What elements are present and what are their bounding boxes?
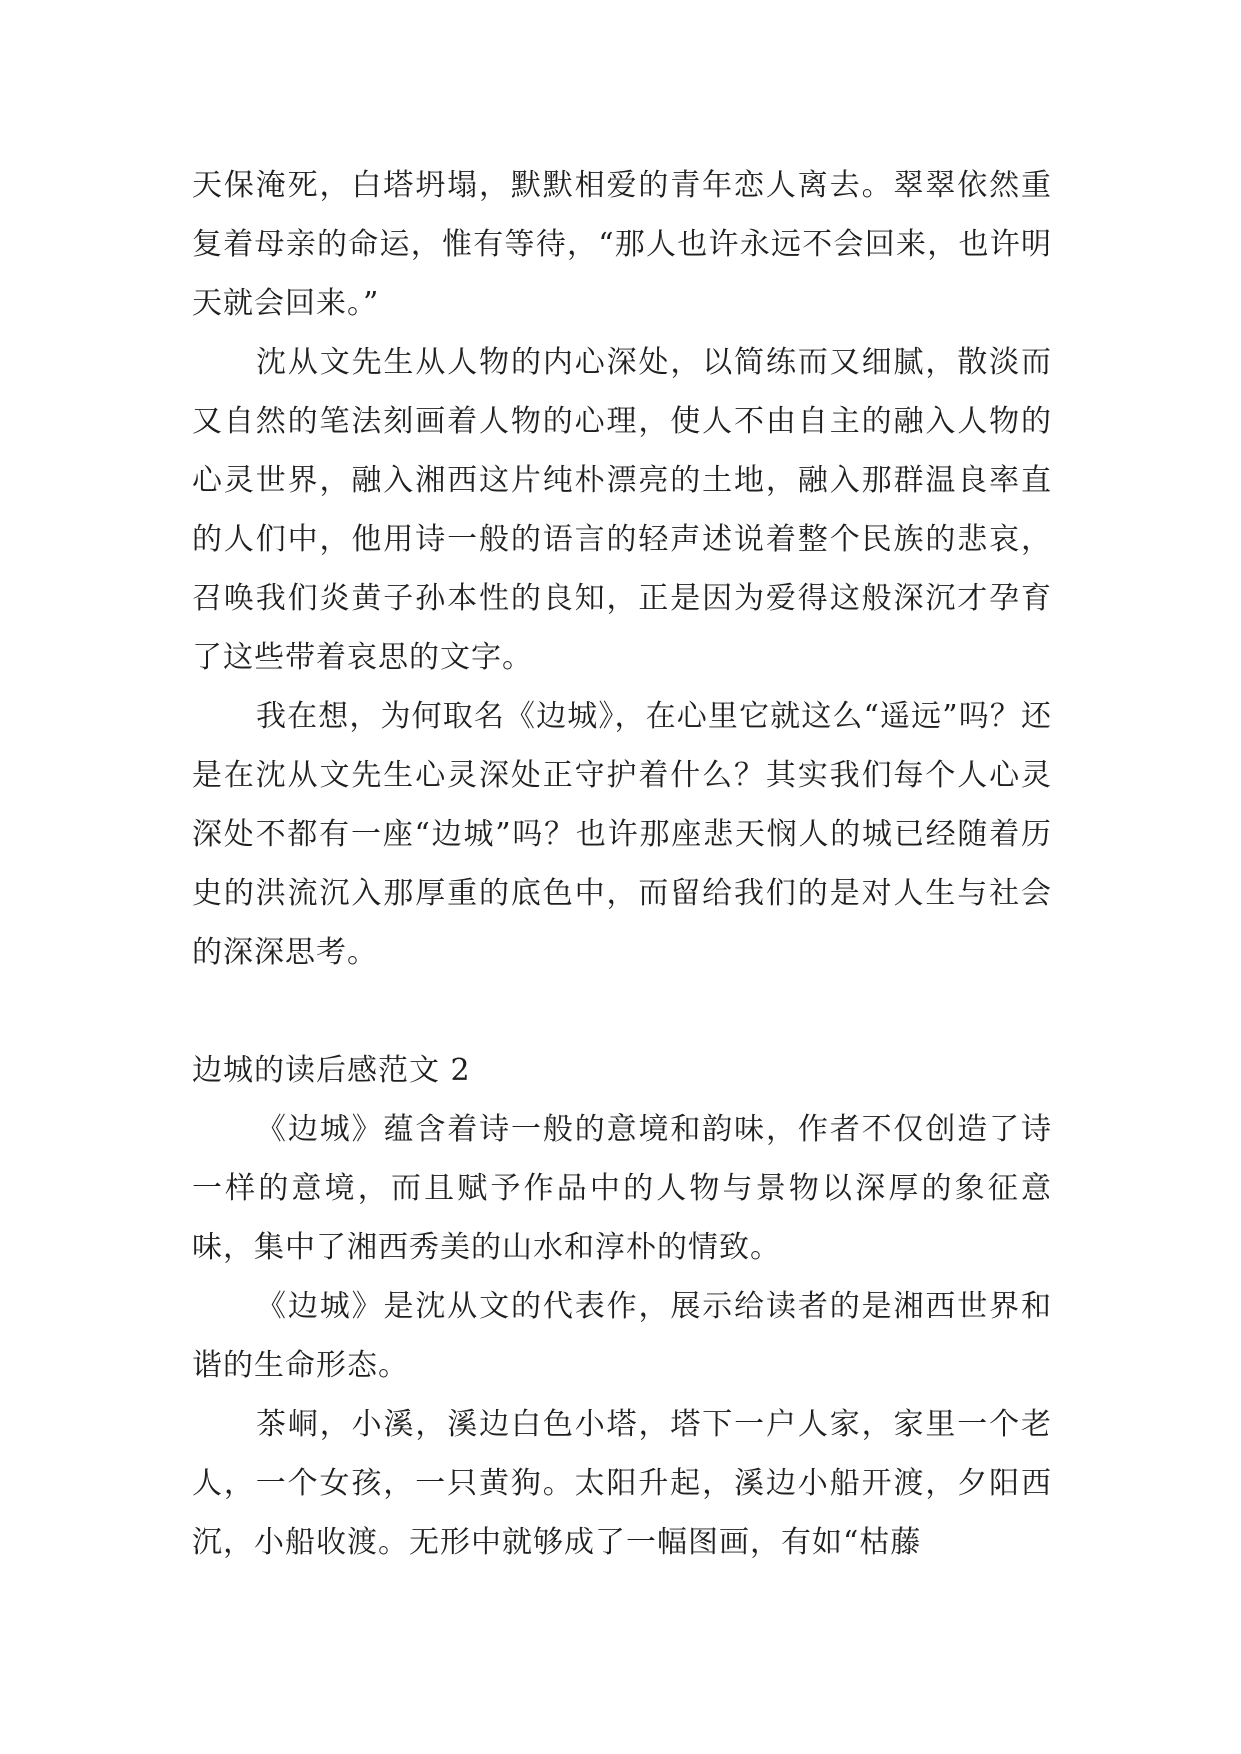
paragraph: 《边城》是沈从文的代表作，展示给读者的是湘西世界和谐的生命形态。	[192, 1289, 1052, 1383]
paragraph: 茶峒，小溪，溪边白色小塔，塔下一户人家，家里一个老人，一个女孩，一只黄狗。太阳升起，溪边小船开渡，夕阳西沉，小船收渡。无形中就够成了一幅图画，有如“枯藤	[192, 1407, 1052, 1560]
paragraph: 《边城》蕴含着诗一般的意境和韵味，作者不仅创造了诗一样的意境，而且赋予作品中的人物与景物以深厚的象征意味，集中了湘西秀美的山水和淳朴的情致。	[192, 1112, 1052, 1265]
paragraph: 我在想，为何取名《边城》，在心里它就这么“遥远”吗？还是在沈从文先生心灵深处正守护着什么？其实我们每个人心灵深处不都有一座“边城”吗？也许那座悲天悯人的城已经随着历史的洪流沉入那厚重的底色中，而留给我们的是对人生与社会的深深思考。	[192, 699, 1052, 970]
document-body	[192, 156, 1052, 1572]
paragraph: 沈从文先生从人物的内心深处，以简练而又细腻，散淡而又自然的笔法刻画着人物的心理，使人不由自主的融入人物的心灵世界，融入湘西这片纯朴漂亮的土地，融入那群温良率直的人们中，他用诗一般的语言的轻声述说着整个民族的悲哀，召唤我们炎黄子孙本性的良知，正是因为爱得这般深沉才孕育了这些带着哀思的文字。	[192, 345, 1052, 675]
section-spacer	[192, 982, 1052, 1041]
section-title: 边城的读后感范文 2	[192, 1053, 471, 1088]
paragraph-continued: 天保淹死，白塔坍塌，默默相爱的青年恋人离去。翠翠依然重复着母亲的命运，惟有等待，“那人也许永远不会回来，也许明天就会回来。”	[192, 168, 1052, 321]
